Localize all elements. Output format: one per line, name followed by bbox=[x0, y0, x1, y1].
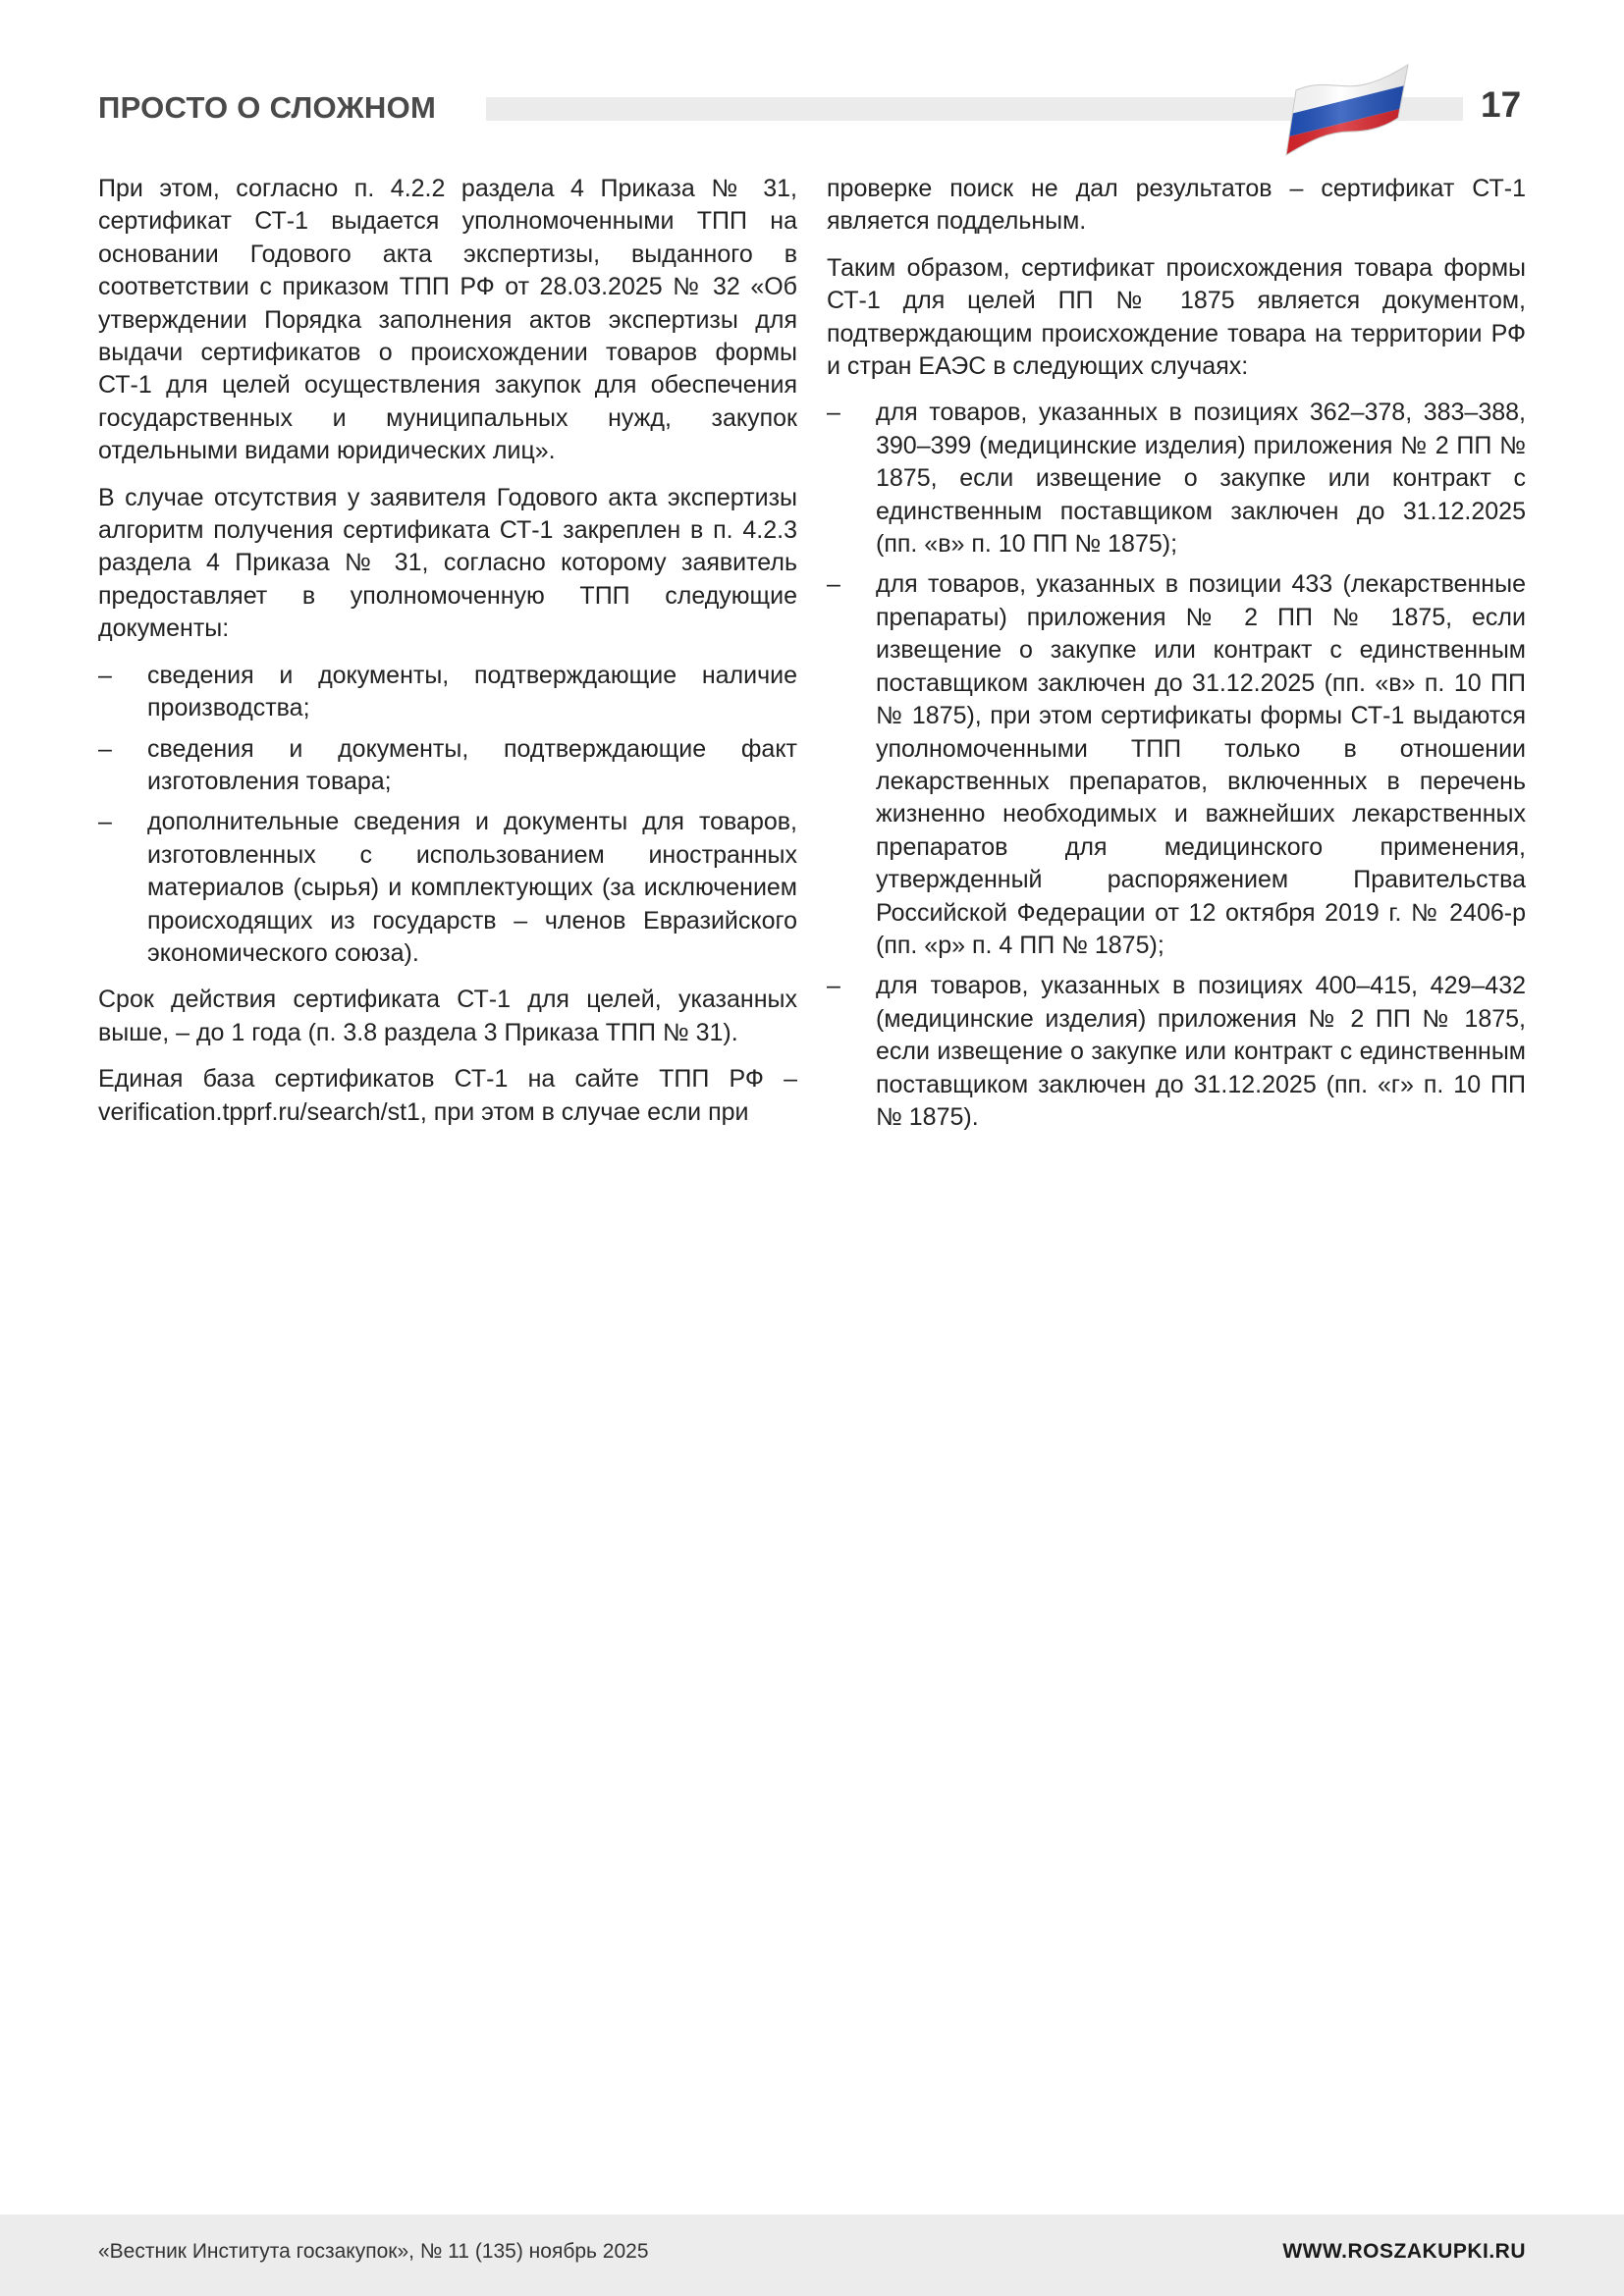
cases-list bbox=[827, 397, 1526, 1134]
list-dash: – bbox=[98, 808, 112, 836]
list-dash: – bbox=[98, 661, 112, 689]
list-item: – дополнительные сведения и документы для товаров, изготовленных с использованием иностранных материалов (сырья) и комплектующих (за исключением происходящих из государств – членов Евразийского экономического союза). bbox=[98, 808, 797, 967]
publication-info: «Вестник Института госзакупок», № 11 (135) ноябрь 2025 bbox=[98, 2240, 649, 2263]
list-item: – сведения и документы, подтверждающие факт изготовления товара; bbox=[98, 734, 797, 795]
list-dash: – bbox=[98, 734, 112, 763]
website-link[interactable]: WWW.ROSZAKUPKI.RU bbox=[1282, 2240, 1526, 2263]
list-item: – сведения и документы, подтверждающие наличие производства; bbox=[98, 661, 797, 722]
page-number: 17 bbox=[1481, 84, 1522, 125]
paragraph: В случае отсутствия у заявителя Годового акта экспертизы алгоритм получения сертификата СТ-1 закреплен в п. 4.2.3 раздела 4 Приказа № 31, согласно которому заявитель предоставляет в уполномоченную ТПП следующие документы: bbox=[98, 483, 797, 643]
list-dash: – bbox=[827, 972, 840, 1000]
paragraph: Срок действия сертификата СТ-1 для целей, указанных выше, – до 1 года (п. 3.8 раздела 3 Приказа ТПП № 31). bbox=[98, 986, 797, 1046]
page-footer bbox=[0, 2215, 1624, 2296]
left-column bbox=[98, 173, 797, 1143]
page-header bbox=[0, 0, 1624, 157]
paragraph: проверке поиск не дал результатов – сертификат СТ-1 является поддельным. bbox=[827, 175, 1526, 236]
list-item: – для товаров, указанных в позициях 400–415, 429–432 (медицинские изделия) приложения № 2 ПП № 1875, если извещение о закупке или контракт с единственным поставщиком заключен до 31.12.2025 (пп. «г» п. 10 ПП № 1875). bbox=[827, 972, 1526, 1131]
list-item: – для товаров, указанных в позициях 362–378, 383–388, 390–399 (медицинские изделия) приложения № 2 ПП № 1875, если извещение о закупке или контракт с единственным поставщиком заключен до 31.12.2025 (пп. «в» п. 10 ПП № 1875); bbox=[827, 399, 1526, 559]
russian-flag-icon bbox=[1282, 61, 1412, 159]
paragraph: Таким образом, сертификат происхождения товара формы СТ-1 для целей ПП № 1875 является документом, подтверждающим происхождение товара на территории РФ и стран ЕАЭС в следующих случаях: bbox=[827, 253, 1526, 381]
list-dash: – bbox=[827, 399, 840, 427]
list-dash: – bbox=[827, 570, 840, 599]
right-column bbox=[827, 173, 1526, 1148]
paragraph: Единая база сертификатов СТ-1 на сайте ТПП РФ – verification.tpprf.ru/search/st1, при этом в случае если при bbox=[98, 1065, 797, 1126]
list-item: – для товаров, указанных в позиции 433 (лекарственные препараты) приложения № 2 ПП № 1875, если извещение о закупке или контракт с единственным поставщиком заключен до 31.12.2025 (пп. «в» п. 10 ПП № 1875), при этом сертификаты формы СТ-1 выдаются уполномоченными ТПП только в отношении лекарственных препаратов, включенных в перечень жизненно необходимых и важнейших лекарственных препаратов для медицинского применения, утвержденный распоряжением Правительства Российской Федерации от 12 октября 2019 г. № 2406-р (пп. «р» п. 4 ПП № 1875); bbox=[827, 570, 1526, 959]
paragraph: При этом, согласно п. 4.2.2 раздела 4 Приказа № 31, сертификат СТ-1 выдается уполномоченными ТПП на основании Годового акта экспертизы, выданного в соответствии с приказом ТПП РФ от 28.03.2025 № 32 «Об утверждении Порядка заполнения актов экспертизы для выдачи сертификатов о происхождении товаров формы СТ-1 для целей осуществления закупок для обеспечения государственных и муниципальных нужд, закупок отдельными видами юридических лиц». bbox=[98, 175, 797, 465]
documents-list bbox=[98, 660, 797, 971]
section-title: ПРОСТО О СЛОЖНОМ bbox=[98, 90, 437, 125]
